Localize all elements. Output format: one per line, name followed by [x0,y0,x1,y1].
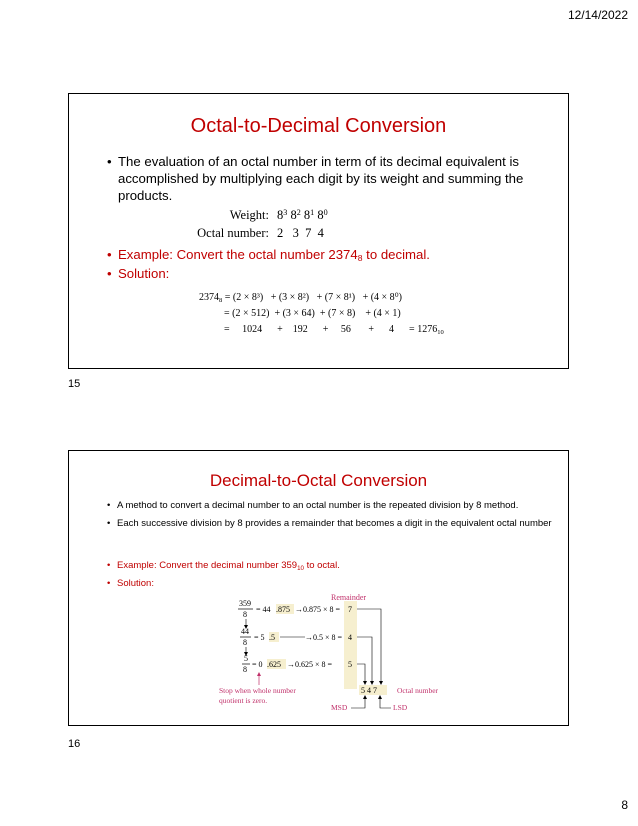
slide-number: 15 [68,378,81,390]
fraction-3-denominator: 8 [243,665,247,674]
calc-2: →0.5 × 8 = [305,633,343,642]
page-number: 8 [621,798,628,812]
bullet-dot: • [107,578,111,589]
result-1-whole: = 44 [256,605,271,614]
result-3-whole: = 0 [252,660,263,669]
bullet-dot: • [107,266,112,281]
bullet-dot: • [107,247,112,262]
calc-1: →0.875 × 8 = [295,605,341,614]
remainder-1: 7 [348,605,352,614]
math-line-2: = (2 × 512) + (3 × 64) + (7 × 8) + (4 × 1) [224,308,401,319]
result-1-frac: .875 [276,605,290,614]
octal-number-label: Octal number [397,686,439,695]
repeated-division-diagram [69,451,570,727]
octal-number-row [165,226,324,241]
math-line-1: $2374_8 = (2 \times 8^3) + (3 \times 8^2) + (7 \times 8^1) + (4 \times 8^0)$ [199,292,403,304]
bullet-text: Each successive division by 8 provides a remainder that becomes a digit in the equivalent octal number [117,518,552,529]
slide-title: Octal-to-Decimal Conversion [190,115,447,137]
remainder-label: Remainder [331,593,367,602]
weight-row [165,208,328,223]
bullet-dot: • [107,560,111,571]
date-header: 12/14/2022 [567,8,628,22]
bullet-example [107,247,430,263]
octal-digits: 2 3 7 4 [277,226,324,240]
msd-label: MSD [331,703,348,712]
bullet-dot: • [107,500,111,511]
result-digits: 5 4 7 [361,686,377,695]
bullet-text: Example: Convert the decimal number $359_{10}$ to octal. [117,560,340,572]
weight-label: Weight: [229,208,269,222]
remainder-2: 4 [348,633,352,642]
lsd-label: LSD [393,703,408,712]
result-2-frac: .5 [269,633,275,642]
bullet-text: A method to convert a decimal number to an octal number is the repeated division by 8 method. [117,500,519,511]
bullet-dot: • [107,154,112,169]
bullet-evaluation [107,153,547,204]
bullet-text: Solution: [117,578,154,589]
math-line-3: = 1024 + 192 + 56 + 4 = $1276_{10}$ [224,324,444,336]
fraction-2-denominator: 8 [243,638,247,647]
slide-title: Decimal-to-Octal Conversion [209,471,428,490]
slide-decimal-to-octal [68,450,569,726]
slide-octal-to-decimal [68,93,569,369]
calc-3: →0.625 × 8 = [287,660,333,669]
fraction-1-denominator: 8 [243,610,247,619]
bullet-dot: • [107,518,111,529]
weight-values: $8^3$ $8^2$ $8^1$ $8^0$ [277,208,328,222]
stop-note-line1: Stop when whole number [219,686,296,695]
fraction-2-numerator: 44 [241,627,249,636]
bullet-solution [107,266,169,281]
fraction-1-numerator: 359 [239,599,251,608]
remainder-3: 5 [348,660,352,669]
stop-note-line2: quotient is zero. [219,696,268,705]
fraction-3-numerator: 5 [244,654,248,663]
bullet-text: Example: Convert the octal number $2374_8$ to decimal. [118,247,430,263]
result-3-frac: .625 [267,660,281,669]
bullet-text: The evaluation of an octal number in term of its decimal equivalent is accomplished by multiplying each digit by its weight and summing the products. [118,154,524,203]
slide-number: 16 [68,738,81,750]
bullet-text: Solution: [118,266,170,281]
result-2-whole: = 5 [254,633,265,642]
octal-label: Octal number: [197,226,269,240]
remainder-column-highlight [344,601,357,689]
